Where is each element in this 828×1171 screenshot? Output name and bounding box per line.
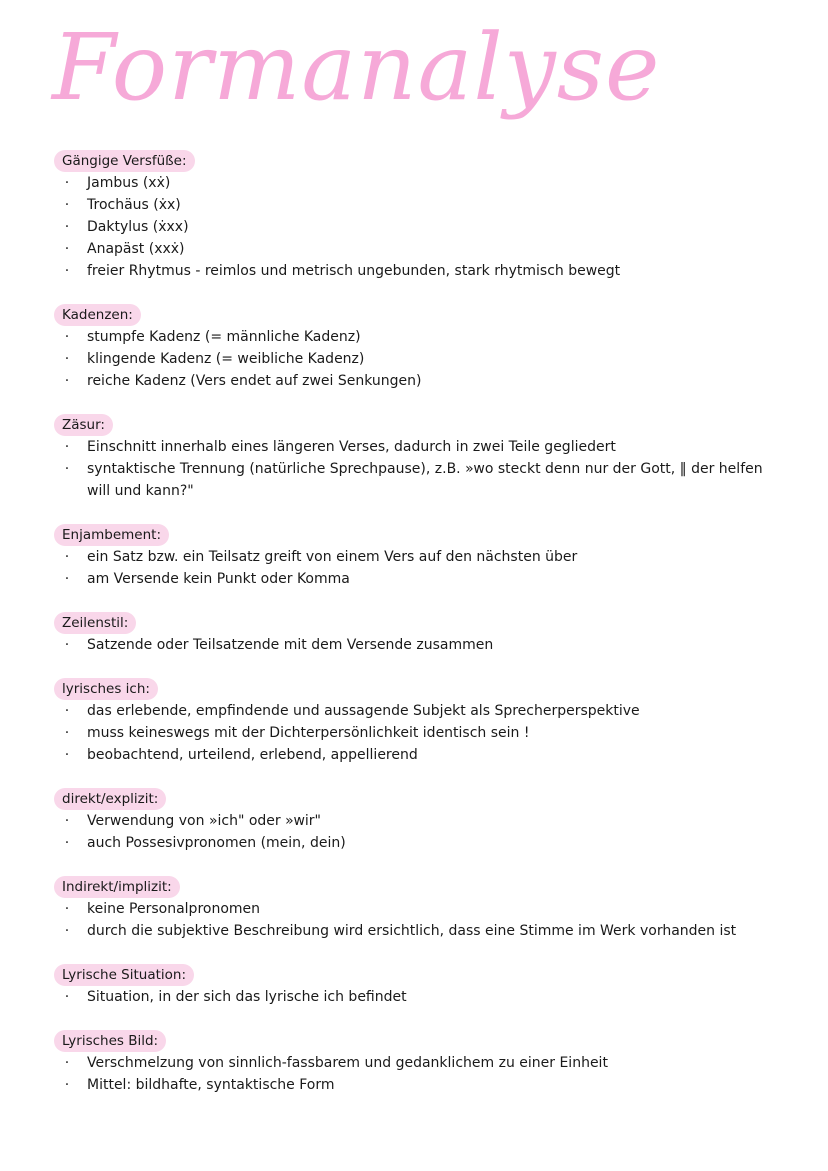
list-item-text: Trochäus (ẋx): [87, 197, 181, 213]
list-item-text: durch die subjektive Beschreibung wird ersichtlich, dass eine Stimme im Werk vorhanden ist: [87, 923, 737, 939]
bullet-icon: ·: [64, 439, 70, 455]
section-heading: Zeilenstil:: [54, 612, 136, 634]
list-item: [0, 832, 828, 854]
list-item: [0, 898, 828, 920]
list-item-text: syntaktische Trennung (natürliche Sprechpause), z.B. »wo steckt denn nur der Gott, ‖ der helfen will und kann?": [87, 461, 763, 499]
list-item-text: das erlebende, empfindende und aussagende Subjekt als Sprecherperspektive: [87, 703, 640, 719]
list-item: [0, 348, 828, 370]
bullet-icon: ·: [64, 923, 70, 939]
bullet-icon: ·: [64, 989, 70, 1005]
list-item: [0, 986, 828, 1008]
list-item-text: Einschnitt innerhalb eines längeren Verses, dadurch in zwei Teile gegliedert: [87, 439, 616, 455]
list-item-text: freier Rhytmus - reimlos und metrisch ungebunden, stark rhytmisch bewegt: [87, 263, 621, 279]
bullet-icon: ·: [64, 725, 70, 741]
bullet-icon: ·: [64, 549, 70, 565]
section-heading: Enjambement:: [54, 524, 169, 546]
section-lyrisches-ich: [0, 678, 828, 766]
bullet-icon: ·: [64, 835, 70, 851]
section-heading: Zäsur:: [54, 414, 113, 436]
list-item: [0, 1074, 828, 1096]
section-enjambement: [0, 524, 828, 590]
section-zeilenstil: [0, 612, 828, 656]
section-indirekt-implizit: [0, 876, 828, 942]
list-item-text: Verwendung von »ich" oder »wir": [87, 813, 321, 829]
section-heading: Kadenzen:: [54, 304, 141, 326]
list-item: [0, 238, 828, 260]
list-item: [0, 920, 828, 942]
list-item: [0, 722, 828, 744]
list-item-text: keine Personalpronomen: [87, 901, 261, 917]
list-item: [0, 744, 828, 766]
bullet-icon: ·: [64, 219, 70, 235]
section-kadenzen: [0, 304, 828, 392]
bullet-icon: ·: [64, 351, 70, 367]
bullet-icon: ·: [64, 703, 70, 719]
bullet-icon: ·: [64, 461, 70, 477]
list-item-text: beobachtend, urteilend, erlebend, appellierend: [87, 747, 418, 763]
bullet-list: [0, 546, 828, 590]
list-item: [0, 546, 828, 568]
list-item-text: auch Possesivpronomen (mein, dein): [87, 835, 346, 851]
list-item-text: Anapäst (xxẋ): [87, 241, 185, 257]
list-item-text: Mittel: bildhafte, syntaktische Form: [87, 1077, 335, 1093]
bullet-icon: ·: [64, 747, 70, 763]
list-item-text: Satzende oder Teilsatzende mit dem Versende zusammen: [87, 637, 494, 653]
list-item: [0, 216, 828, 238]
list-item: [0, 370, 828, 392]
list-item-text: am Versende kein Punkt oder Komma: [87, 571, 350, 587]
bullet-icon: ·: [64, 263, 70, 279]
bullet-list: [0, 634, 828, 656]
bullet-icon: ·: [64, 901, 70, 917]
bullet-list: [0, 326, 828, 392]
list-item-text: Jambus (xẋ): [87, 175, 171, 191]
list-item-text: klingende Kadenz (= weibliche Kadenz): [87, 351, 365, 367]
bullet-list: [0, 436, 828, 502]
section-versfuesse: [0, 150, 828, 282]
list-item-text: Situation, in der sich das lyrische ich befindet: [87, 989, 407, 1005]
list-item-text: Verschmelzung von sinnlich-fassbarem und gedanklichem zu einer Einheit: [87, 1055, 608, 1071]
list-item: [0, 326, 828, 348]
section-lyrische-situation: [0, 964, 828, 1008]
list-item: [0, 172, 828, 194]
section-heading: Gängige Versfüße:: [54, 150, 195, 172]
list-item: [0, 810, 828, 832]
bullet-icon: ·: [64, 197, 70, 213]
section-zaesur: [0, 414, 828, 502]
bullet-icon: ·: [64, 1055, 70, 1071]
bullet-icon: ·: [64, 637, 70, 653]
page-title: Formanalyse: [52, 14, 661, 121]
list-item: [0, 260, 828, 282]
list-item-text: Daktylus (ẋxx): [87, 219, 189, 235]
list-item: [0, 700, 828, 722]
list-item: [0, 1052, 828, 1074]
section-direkt-explizit: [0, 788, 828, 854]
bullet-icon: ·: [64, 813, 70, 829]
list-item: [0, 568, 828, 590]
section-heading: Lyrische Situation:: [54, 964, 194, 986]
list-item: [0, 458, 828, 502]
bullet-icon: ·: [64, 329, 70, 345]
list-item-text: reiche Kadenz (Vers endet auf zwei Senkungen): [87, 373, 422, 389]
bullet-list: [0, 700, 828, 766]
bullet-icon: ·: [64, 1077, 70, 1093]
section-heading: direkt/explizit:: [54, 788, 166, 810]
list-item-text: stumpfe Kadenz (= männliche Kadenz): [87, 329, 361, 345]
list-item: [0, 634, 828, 656]
list-item-text: ein Satz bzw. ein Teilsatz greift von einem Vers auf den nächsten über: [87, 549, 578, 565]
sections: [0, 150, 828, 1118]
section-heading: Lyrisches Bild:: [54, 1030, 166, 1052]
bullet-list: [0, 1052, 828, 1096]
section-heading: Indirekt/implizit:: [54, 876, 180, 898]
section-lyrisches-bild: [0, 1030, 828, 1096]
list-item: [0, 194, 828, 216]
bullet-icon: ·: [64, 241, 70, 257]
bullet-list: [0, 810, 828, 854]
list-item: [0, 436, 828, 458]
bullet-list: [0, 986, 828, 1008]
bullet-icon: ·: [64, 571, 70, 587]
section-heading: lyrisches ich:: [54, 678, 158, 700]
bullet-list: [0, 898, 828, 942]
list-item-text: muss keineswegs mit der Dichterpersönlichkeit identisch sein !: [87, 725, 530, 741]
bullet-icon: ·: [64, 175, 70, 191]
bullet-list: [0, 172, 828, 282]
bullet-icon: ·: [64, 373, 70, 389]
